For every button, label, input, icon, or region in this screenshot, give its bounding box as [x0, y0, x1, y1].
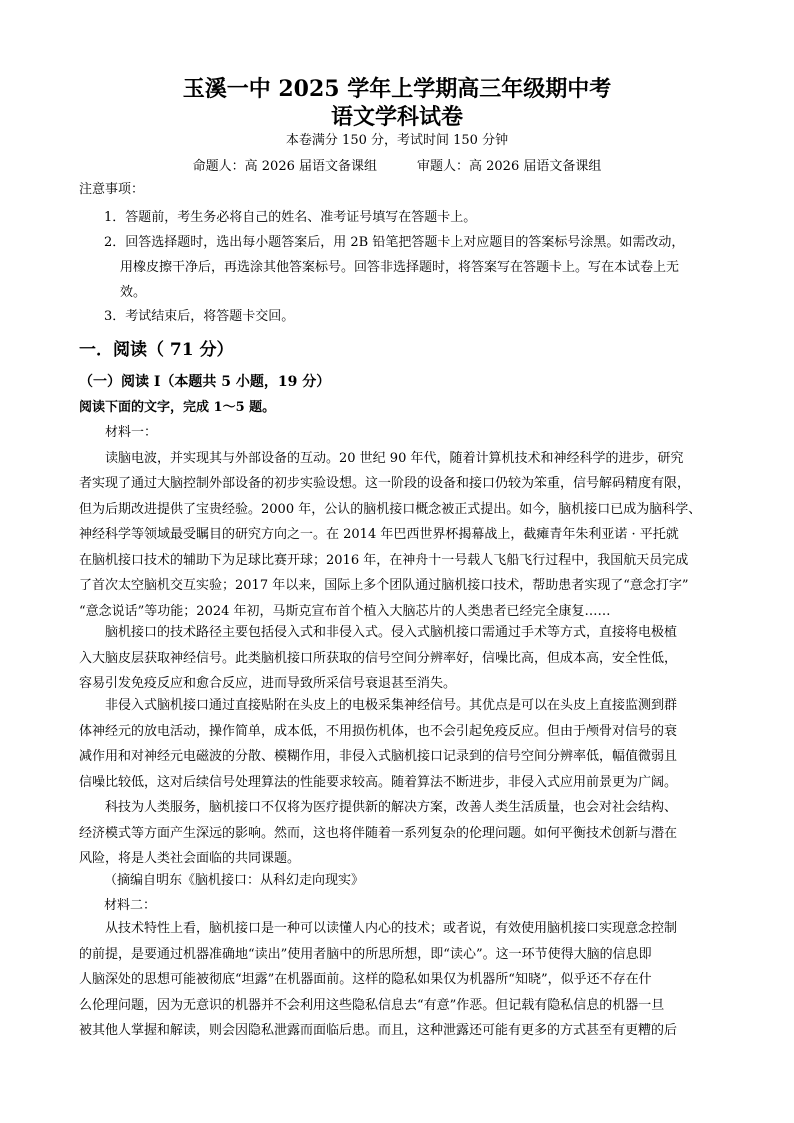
notice-item-2-line-1: 2．回答选择题时，选出每小题答案后，用 2B 铅笔把答题卡上对应题目的答案标号涂黑。如需改动，: [104, 235, 685, 250]
text-line: “意念说话”等功能；2024 年初，马斯克宣布首个植入大脑芯片的人类患者已经完全康复……: [79, 603, 611, 619]
text-line: 风险，将是人类社会面临的共同课题。: [79, 851, 301, 866]
text-line: 科技为人类服务，脑机接口不仅将为医疗提供新的解决方案，改善人类生活质量，也会对社会结构、: [105, 800, 678, 815]
text-line: 从技术特性上看，脑机接口是一种可以读懂人内心的技术；或者说，有效使用脑机接口实现意念控制: [105, 921, 678, 936]
notice-item-2: [104, 230, 729, 305]
text-line: 但为后期改进提供了宝贵经验。2000 年，公认的脑机接口概念被正式提出。如今，脑机接口已成为脑科学、: [79, 501, 702, 517]
text-line: 读脑电波，并实现其与外部设备的互动。20 世纪 90 年代，随着计算机技术和神经科学的进步，研究: [105, 450, 684, 466]
text-line: 体神经元的放电活动，操作简单，成本低，不用损伤机体，也不会引起免疫反应。但由于颅骨对信号的衰: [79, 723, 678, 739]
material-1-label: 材料一：: [105, 425, 158, 440]
notice-item-2-line-3: 效。: [120, 285, 147, 300]
notice-heading: 注意事项：: [79, 182, 145, 197]
section-title: 一．阅读（ 71 分）: [79, 340, 234, 360]
text-line: 人脑深处的思想可能被彻底“坦露”在机器面前。这样的隐私如果仅为机器所“知晓”，似乎还不存在什: [79, 972, 652, 987]
notice-item-3: 3．考试结束后，将答题卡交回。: [104, 309, 295, 324]
text-line: 容易引发免疫反应和愈合反应，进而导致所采信号衰退甚至消失。: [79, 676, 457, 691]
material-2-label: 材料二：: [104, 898, 157, 913]
setter-reviewer-line: [0, 158, 794, 176]
material-1-source: （摘编自明东《脑机接口：从科幻走向现实》: [104, 873, 365, 888]
exam-subject-title: 语文学科试卷: [330, 104, 463, 130]
text-line: 信噪比较低，这对后续信号处理算法的性能要求较高。随着算法不断进步，非侵入式应用前景更为广阔。: [79, 774, 678, 790]
text-line: 脑机接口的技术路径主要包括侵入式和非侵入式。侵入式脑机接口需通过手术等方式，直接将电极植: [105, 625, 678, 640]
text-line: 么伦理问题，因为无意识的机器并不会利用这些隐私信息去“有意”作恶。但记载有隐私信息的机器一旦: [79, 997, 665, 1013]
text-line: 减作用和对神经元电磁波的分散、模糊作用，非侵入式脑机接口记录到的信号空间分辨率低，幅值微弱且: [79, 749, 678, 764]
text-line: 的前提，是要通过机器准确地“读出”使用者脑中的所思所想，即“读心”。这一环节使得大脑的信息即: [79, 946, 652, 962]
text-line: 非侵入式脑机接口通过直接贴附在头皮上的电极采集神经信号。其优点是可以在头皮上直接监测到群: [105, 698, 678, 713]
text-line: 神经科学等领域最受瞩目的研究方向之一。在 2014 年巴西世界杯揭幕战上，截瘫青年朱利亚诺 · 平托就: [79, 527, 679, 542]
material-2-paragraph-1: [79, 916, 719, 1044]
score-time-info: 本卷满分 150 分，考试时间 150 分钟: [285, 133, 509, 148]
reading-instruction: 阅读下面的文字，完成 1～5 题。: [79, 400, 276, 415]
text-line: 入大脑皮层获取神经信号。此类脑机接口所获取的信号空间分辨率好，信噪比高，但成本高，安全性低，: [79, 650, 678, 666]
notice-item-2-line-2: 用橡皮擦干净后，再选涂其他答案标号。回答非选择题时，将答案写在答题卡上。写在本试卷上无: [120, 260, 680, 275]
material-1-paragraph-1: [79, 420, 719, 624]
reviewer-info: 审题人：高 2026 届语文备课组: [417, 159, 602, 174]
material-1-paragraph-2: [79, 620, 719, 697]
material-1-paragraph-4: [79, 795, 719, 872]
material-1-paragraph-3: [79, 693, 719, 795]
subsection-title: （一）阅读 I（本题共 5 小题，19 分）: [79, 374, 331, 390]
text-line: 者实现了通过大脑控制外部设备的初步实验设想。这一阶段的设备和接口仍较为笨重，信号解码精度有限，: [79, 476, 691, 491]
text-line: 了首次太空脑机交互实验；2017 年以来，国际上多个团队通过脑机接口技术，帮助患者实现了“意念打字”: [79, 578, 689, 593]
text-line: 被其他人掌握和解读，则会因隐私泄露而面临后患。而且，这种泄露还可能有更多的方式甚至有更糟的后: [79, 1023, 678, 1038]
notice-item-1: 1．答题前，考生务必将自己的姓名、准考证号填写在答题卡上。: [104, 210, 477, 225]
setter-info: 命题人：高 2026 届语文备课组: [192, 159, 377, 174]
text-line: 在脑机接口技术的辅助下为足球比赛开球；2016 年，在神舟十一号载人飞船飞行过程中，我国航天员完成: [79, 552, 689, 568]
exam-title: 玉溪一中 2025 学年上学期高三年级期中考: [182, 76, 612, 102]
text-line: 经济模式等方面产生深远的影响。然而，这也将伴随着一系列复杂的伦理问题。如何平衡技术创新与潜在: [79, 825, 678, 841]
